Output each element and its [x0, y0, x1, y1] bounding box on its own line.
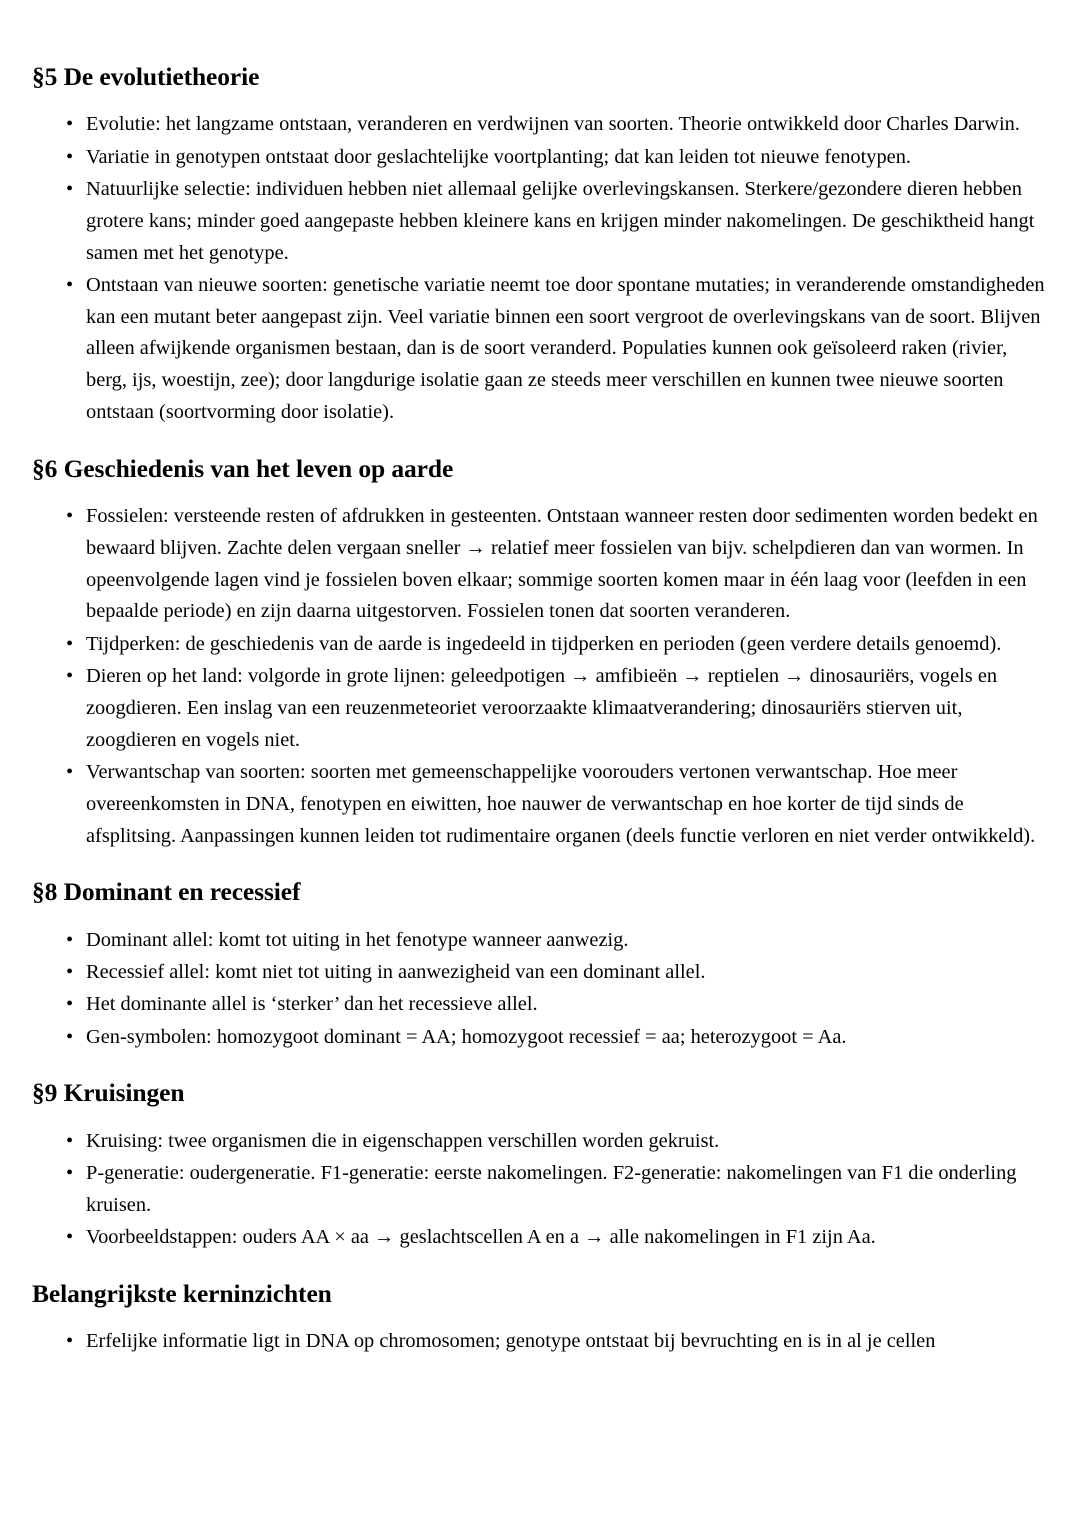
list-item: [32, 989, 1053, 1021]
bullet-list-paragraaf-6: [32, 501, 1053, 852]
list-item: [32, 1222, 1053, 1254]
list-item-text: Variatie in genotypen ontstaat door geslachtelijke voortplanting; dat kan leiden tot nieuwe fenotypen.: [86, 145, 912, 168]
bullet-list-paragraaf-9: [32, 1126, 1053, 1254]
bullet-dot-icon: •: [66, 1129, 74, 1152]
bullet-dot-icon: •: [66, 928, 74, 951]
list-item-text: Erfelijke informatie ligt in DNA op chromosomen; genotype ontstaat bij bevruchting en is in al je cellen: [86, 1330, 936, 1353]
section-heading-paragraaf-5: §5 De evolutietheorie: [32, 62, 260, 91]
heading-spacer: [32, 483, 1053, 501]
section-paragraaf-6: [32, 454, 1053, 853]
list-item: [32, 270, 1053, 429]
list-item-text: Ontstaan van nieuwe soorten: genetische variatie neemt toe door spontane mutaties; in veranderende omstandigheden kan een mutant beter aangepast zijn. Veel variatie binnen een soort vergroot de overlevingskans van de soort. Blijven alleen afwijkende organismen bestaan, dan is de soort veranderd. Populaties kunnen ook geïsoleerd raken (rivier, berg, ijs, woestijn, zee); door langdurige isolatie gaan ze steeds meer verschillen en kunnen twee nieuwe soorten ontstaan (soortvorming door isolatie).: [86, 273, 1045, 423]
heading-spacer: [32, 907, 1053, 925]
heading-spacer: [32, 1308, 1053, 1326]
list-item: [32, 629, 1053, 661]
bullet-dot-icon: •: [66, 177, 74, 200]
list-item-text: Tijdperken: de geschiedenis van de aarde is ingedeeld in tijdperken en perioden (geen verdere details genoemd).: [86, 632, 1002, 655]
bullet-list-paragraaf-5: [32, 109, 1053, 428]
list-item-text: Dieren op het land: volgorde in grote lijnen: geleedpotigen → amfibieën → reptielen → dinosauriërs, vogels en zoogdieren. Een inslag van een reuzenmeteoriet veroorzaakte klimaatverandering; dinosauriërs stierven uit, zoogdieren en vogels niet.: [86, 665, 998, 751]
bullet-dot-icon: •: [66, 1330, 74, 1353]
list-item-text: Evolutie: het langzame ontstaan, veranderen en verdwijnen van soorten. Theorie ontwikkeld door Charles Darwin.: [86, 113, 1020, 136]
section-paragraaf-5: [32, 62, 1053, 429]
section-heading-kerninzichten: Belangrijkste kerninzichten: [32, 1278, 332, 1308]
list-item-text: Het dominante allel is ‘sterker’ dan het recessieve allel.: [86, 993, 538, 1016]
list-item-text: Fossielen: versteende resten of afdrukken in gesteenten. Ontstaan wanneer resten door sedimenten worden bedekt en bewaard blijven. Zachte delen vergaan sneller → relatief meer fossielen van bijv. schelpdieren dan van wormen. In opeenvolgende lagen vind je fossielen boven elkaar; sommige soorten komen maar in één laag voor (leefden in een bepaalde periode) en zijn daarna uitgestorven. Fossielen tonen dat soorten veranderen.: [86, 505, 1038, 623]
section-paragraaf-9: [32, 1078, 1053, 1254]
list-item-text: Dominant allel: komt tot uiting in het fenotype wanneer aanwezig.: [86, 928, 629, 951]
bullet-dot-icon: •: [66, 960, 74, 983]
list-item: [32, 757, 1053, 852]
list-item: [32, 142, 1053, 174]
list-item: [32, 1326, 1053, 1358]
bullet-list-paragraaf-8: [32, 925, 1053, 1054]
bullet-dot-icon: •: [66, 273, 74, 296]
list-item: [32, 925, 1053, 957]
list-item: [32, 957, 1053, 989]
bullet-dot-icon: •: [66, 1161, 74, 1184]
bullet-dot-icon: •: [66, 1025, 74, 1048]
section-kerninzichten: [32, 1279, 1053, 1358]
bullet-dot-icon: •: [66, 145, 74, 168]
bullet-dot-icon: •: [66, 665, 74, 688]
heading-spacer: [32, 1108, 1053, 1126]
list-item: [32, 1022, 1053, 1054]
list-item: [32, 174, 1053, 269]
bullet-dot-icon: •: [66, 1226, 74, 1249]
list-item-text: Gen-symbolen: homozygoot dominant = AA; homozygoot recessief = aa; heterozygoot = Aa.: [86, 1025, 847, 1048]
section-heading-paragraaf-8: §8 Dominant en recessief: [32, 877, 301, 907]
list-item-text: Kruising: twee organismen die in eigenschappen verschillen worden gekruist.: [86, 1129, 720, 1152]
bullet-dot-icon: •: [66, 505, 74, 528]
section-heading-paragraaf-6: §6 Geschiedenis van het leven op aarde: [32, 453, 454, 483]
heading-spacer: [32, 91, 1053, 109]
list-item-text: Voorbeeldstappen: ouders AA × aa → geslachtscellen A en a → alle nakomelingen in F1 zijn Aa.: [86, 1226, 876, 1249]
list-item-text: P-generatie: oudergeneratie. F1-generatie: eerste nakomelingen. F2-generatie: nakomelingen van F1 die onderling kruisen.: [86, 1161, 1017, 1216]
list-item: [32, 661, 1053, 756]
list-item-text: Verwantschap van soorten: soorten met gemeenschappelijke voorouders vertonen verwantschap. Hoe meer overeenkomsten in DNA, fenotypen en eiwitten, hoe nauwer de verwantschap en hoe korter de tijd sinds de afsplitsing. Aanpassingen kunnen leiden tot rudimentaire organen (deels functie verloren en niet verder ontwikkeld).: [86, 760, 1036, 847]
list-item-text: Recessief allel: komt niet tot uiting in aanwezigheid van een dominant allel.: [86, 960, 706, 983]
bullet-dot-icon: •: [66, 993, 74, 1016]
bullet-list-kerninzichten: [32, 1326, 1053, 1358]
list-item: [32, 501, 1053, 628]
list-item-text: Natuurlijke selectie: individuen hebben niet allemaal gelijke overlevingskansen. Sterkere/gezondere dieren hebben grotere kans; minder goed aangepaste hebben kleinere kans en krijgen minder nakomelingen. De geschiktheid hangt samen met het genotype.: [86, 177, 1035, 264]
bullet-dot-icon: •: [66, 760, 74, 783]
list-item: [32, 1126, 1053, 1158]
section-heading-paragraaf-9: §9 Kruisingen: [32, 1078, 185, 1108]
bullet-dot-icon: •: [66, 113, 74, 136]
list-item: [32, 109, 1053, 141]
section-paragraaf-8: [32, 877, 1053, 1053]
list-item: [32, 1158, 1053, 1222]
bullet-dot-icon: •: [66, 632, 74, 655]
